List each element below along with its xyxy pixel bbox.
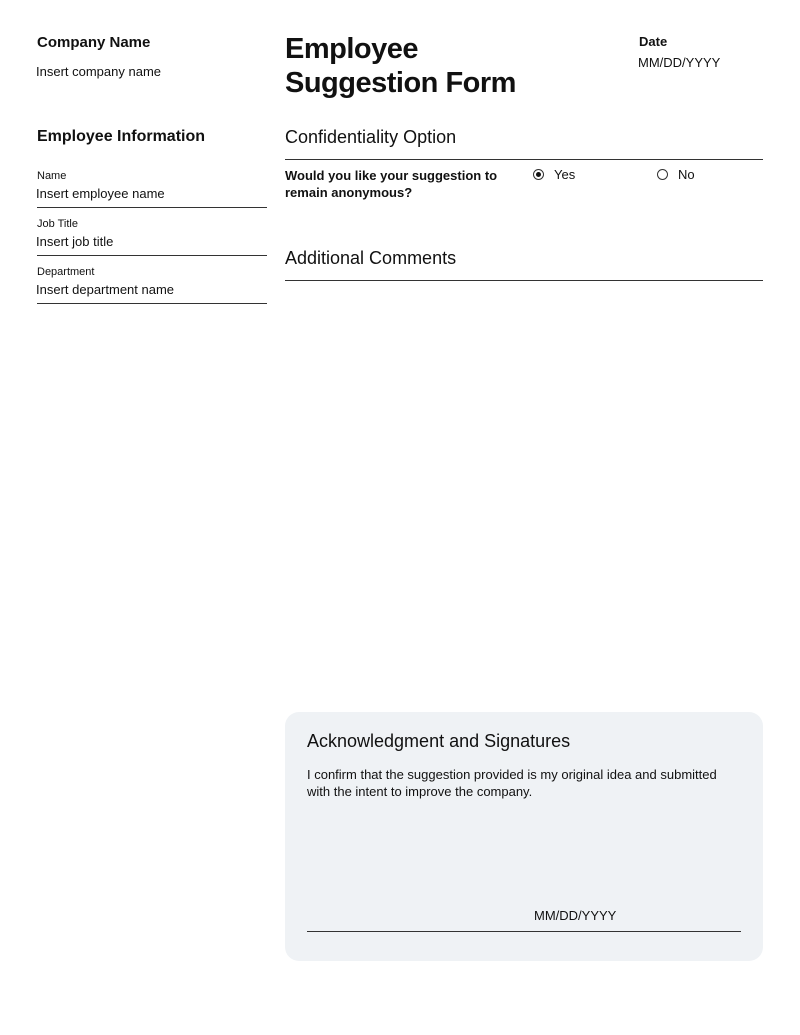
signature-field[interactable]	[307, 880, 741, 930]
additional-comments-area[interactable]	[285, 290, 763, 690]
confidentiality-heading: Confidentiality Option	[285, 127, 457, 147]
anonymous-question	[285, 167, 510, 201]
question-line-2: remain anonymous?	[285, 185, 413, 200]
title-line-1: Employee	[285, 33, 418, 65]
employee-information-heading: Employee Information	[37, 128, 206, 145]
department-field[interactable]: Insert department name	[36, 282, 175, 297]
statement-line-1: I confirm that the suggestion provided is my original idea and submitted	[307, 767, 717, 782]
company-name-field[interactable]: Insert company name	[36, 64, 162, 79]
department-label: Department	[37, 266, 95, 278]
title-line-2: Suggestion Form	[285, 67, 516, 99]
job-title-field[interactable]: Insert job title	[36, 234, 114, 249]
statement-line-2: with the intent to improve the company.	[307, 784, 533, 799]
signature-date-field[interactable]: MM/DD/YYYY	[534, 908, 617, 923]
acknowledgment-heading: Acknowledgment and Signatures	[307, 731, 571, 751]
question-line-1: Would you like your suggestion to	[285, 168, 498, 183]
radio-checked-icon[interactable]	[533, 169, 544, 180]
page-title	[285, 32, 516, 100]
department-group	[37, 266, 267, 304]
employee-name-field[interactable]: Insert employee name	[36, 186, 165, 201]
no-label: No	[678, 167, 695, 182]
additional-comments-heading: Additional Comments	[285, 248, 457, 268]
company-name-label: Company Name	[37, 34, 151, 51]
yes-label: Yes	[554, 167, 576, 182]
date-label: Date	[639, 34, 668, 49]
acknowledgment-statement	[307, 766, 747, 800]
anonymous-yes-option[interactable]	[533, 167, 575, 182]
date-field[interactable]: MM/DD/YYYY	[638, 55, 721, 70]
additional-comments-divider	[285, 280, 763, 281]
employee-name-group	[37, 170, 267, 208]
signature-line	[307, 931, 741, 932]
confidentiality-divider	[285, 159, 763, 160]
job-title-group	[37, 218, 267, 256]
radio-unchecked-icon[interactable]	[657, 169, 668, 180]
job-title-label: Job Title	[37, 218, 78, 230]
anonymous-no-option[interactable]	[657, 167, 695, 182]
employee-name-label: Name	[37, 170, 67, 182]
